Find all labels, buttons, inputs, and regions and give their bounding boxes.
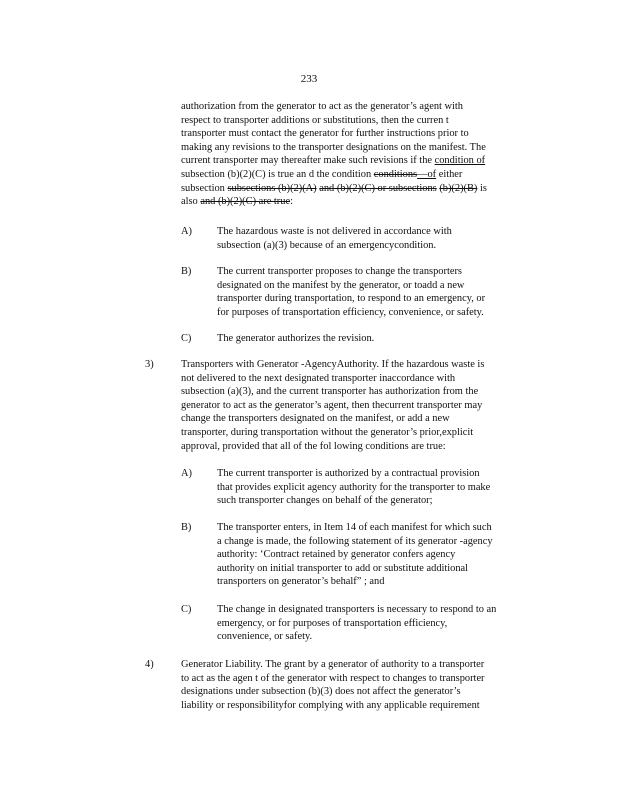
inserted-text: —of [417, 168, 437, 180]
text-line: transporters on generator’s behalf” ; and [217, 576, 385, 588]
text-line: liability or responsibilityfor complying with any applicable requirement [181, 699, 480, 711]
text-line: subsection (a)(3) because of an emergencycondition. [217, 239, 437, 251]
text-line: for purposes of transportation efficiency, convenience, or safety. [217, 306, 484, 318]
deleted-text: (b)(2)(B) [439, 182, 478, 194]
item-label: C) [181, 604, 192, 615]
text-line: also and (b)(2)(C) are true: [181, 196, 293, 208]
text-line: subsection (b)(2)(C) is true an d the condition conditions—of either [181, 168, 463, 180]
item-label: A) [181, 226, 192, 237]
text-line: to act as the agen t of the generator with respect to changes to transporter [181, 672, 485, 684]
item-label: 4) [145, 659, 154, 670]
text-line: convenience, or safety. [217, 631, 313, 643]
item-a2-text [217, 467, 490, 508]
text-line: current transporter may thereafter make such revisions if the condition of [181, 155, 486, 167]
text-line: The generator authorizes the revision. [217, 333, 375, 344]
page-number: 233 [300, 73, 318, 85]
text-line: The current transporter is authorized by a contractual provision [217, 468, 480, 479]
item-c1-text [217, 332, 374, 346]
item-label: 3) [145, 359, 154, 370]
text-line: transporter, during transportation without the generator’s prior,explicit [181, 426, 474, 438]
text-line: generator to act as the generator’s agent, then thecurrent transporter may [181, 399, 483, 411]
text-line: The hazardous waste is not delivered in accordance with [217, 226, 452, 237]
text-line: such transporter changes on behalf of the generator; [217, 495, 433, 507]
item-a1-text [217, 225, 452, 252]
text-line: that provides explicit agency authority for the transporter to make [217, 481, 491, 493]
intro-paragraph [181, 100, 487, 209]
item-label: B) [181, 522, 192, 533]
text-line: Transporters with Generator -AgencyAuthority. If the hazardous waste is [181, 359, 485, 370]
text-line: designated on the manifest by the generator, or toadd a new [217, 279, 465, 291]
text-line: designations under subsection (b)(3) does not affect the generator’s [181, 686, 461, 698]
text-line: subsection subsections (b)(2)(A) and (b)(2)(C) or subsections (b)(2)(B) is [181, 182, 487, 194]
item-b1-text [217, 265, 485, 319]
text-line: authority: ‘Contract retained by generator confers agency [217, 549, 456, 561]
text-line: not delivered to the next designated transporter inaccordance with [181, 372, 456, 384]
item-3-text [181, 358, 484, 453]
inserted-text: condition of [434, 155, 486, 167]
item-b2-text [217, 521, 493, 589]
text-line: a change is made, the following statement of its generator -agency [217, 535, 493, 547]
item-c2-text [217, 603, 496, 644]
text-line: emergency, or for purposes of transportation efficiency, [217, 617, 448, 629]
item-4-text [181, 658, 485, 712]
item-label: A) [181, 468, 192, 479]
deleted-text: conditions [373, 168, 418, 180]
text-line: approval, provided that all of the fol lowing conditions are true: [181, 440, 446, 452]
text-line: subsection (a)(3), and the current transporter has authorization from the [181, 386, 479, 398]
item-label: B) [181, 266, 192, 277]
text-line: Generator Liability. The grant by a generator of authority to a transporter [181, 659, 485, 670]
deleted-text: subsections (b)(2)(A) [227, 182, 317, 194]
text-line: The transporter enters, in Item 14 of each manifest for which such [217, 522, 492, 533]
text-line: authorization from the generator to act as the generator’s agent with [181, 101, 463, 112]
text-line: The current transporter proposes to change the transporters [217, 266, 462, 277]
deleted-text: and (b)(2)(C) or subsections [319, 182, 437, 194]
text-line: transporter must contact the generator for further instructions prior to [181, 128, 469, 140]
text-line: authority on initial transporter to add or substitute additional [217, 562, 469, 574]
text-line: transporter during transportation, to respond to an emergency, or [217, 293, 486, 305]
text-line: respect to transporter additions or substitutions, then the curren t [181, 114, 449, 126]
deleted-text: and (b)(2)(C) are true [200, 196, 291, 208]
item-label: C) [181, 333, 192, 344]
text-line: The change in designated transporters is necessary to respond to an [217, 604, 497, 615]
text-line: making any revisions to the transporter designations on the manifest. The [181, 141, 486, 153]
text-line: change the transporters designated on the manifest, or add a new [181, 413, 450, 425]
